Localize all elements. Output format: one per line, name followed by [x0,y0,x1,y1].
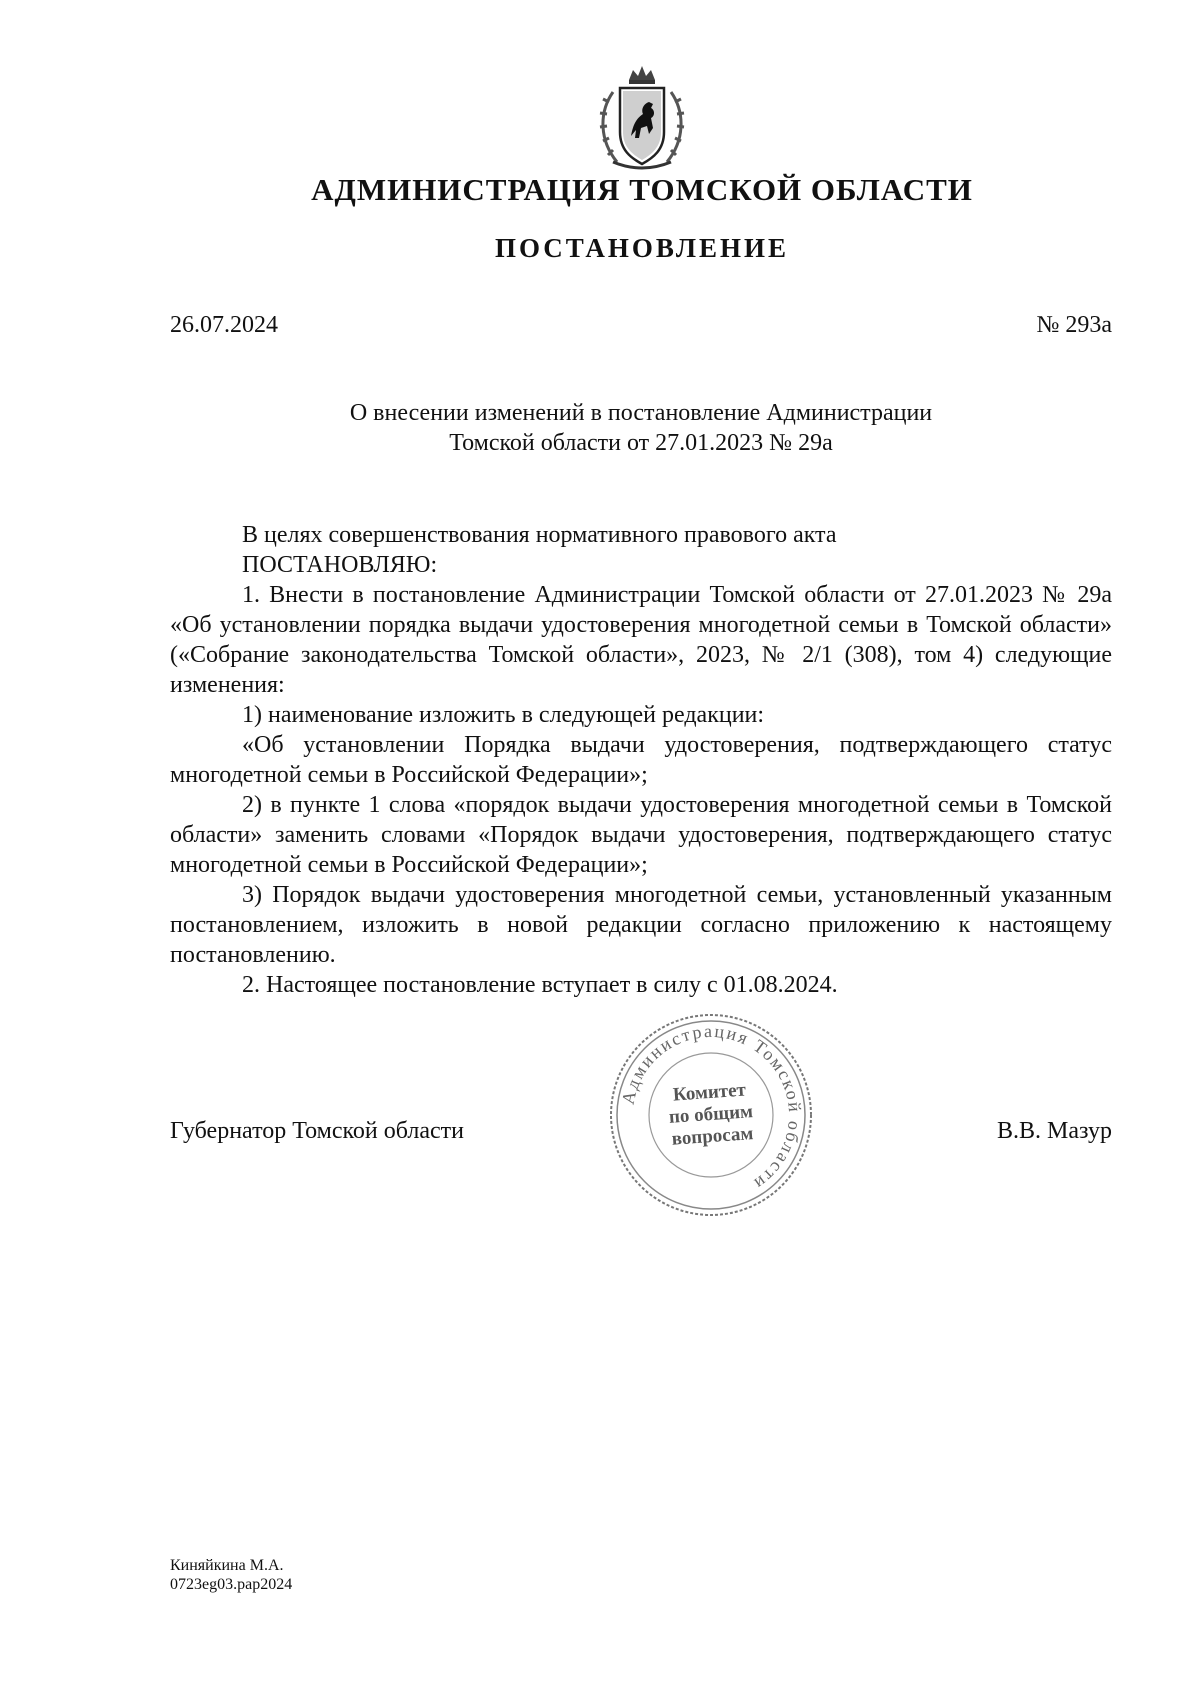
official-seal [608,1012,814,1218]
resolve-paragraph: ПОСТАНОВЛЯЮ: [242,552,438,578]
document-body [170,520,1112,1000]
file-reference: 0723eg03.pap2024 [170,1576,293,1593]
subject-line: Томской области от 27.01.2023 № 29а [449,430,833,456]
document-type-heading: ПОСТАНОВЛЕНИЕ [494,233,790,263]
item-1-3-paragraph: 3) Порядок выдачи удостоверения многодетной семьи, установленный указанным постановлением, изложить в новой редакции согласно приложению к настоящему постановлению. [170,882,1112,968]
subject-line: О внесении изменений в постановление Администрации [349,400,933,426]
seal-center-text [601,1005,821,1225]
signatory-name: В.В. Мазур [997,1118,1112,1144]
document-subject [170,398,1112,458]
executor-name: Киняйкина М.А. [170,1557,284,1574]
signatory-title: Губернатор Томской области [170,1118,464,1144]
seal-line: Комитет [672,1079,747,1106]
document-date: 26.07.2024 [170,312,278,338]
tomsk-coat-of-arms-icon [583,62,701,180]
seal-line: по общим [668,1101,754,1128]
organization-title: АДМИНИСТРАЦИЯ ТОМСКОЙ ОБЛАСТИ [311,172,973,207]
item-1-2-paragraph: 2) в пункте 1 слова «порядок выдачи удостоверения многодетной семьи в Томской области» заменить словами «Порядок выдачи удостоверения, подтверждающего статус многодетной семьи в Российской Федерации»; [170,792,1112,878]
seal-line: вопросам [670,1123,755,1150]
item-1-paragraph: 1. Внести в постановление Администрации Томской области от 27.01.2023 № 29а «Об установлении порядка выдачи удостоверения многодетной семьи в Томской области» («Собрание законодательства Томской области», 2023, № 2/1 (308), том 4) следующие изменения: [170,582,1112,698]
preamble-paragraph: В целях совершенствования нормативного правового акта [242,522,837,548]
seal-ring-text: Администрация Томской области [617,1020,806,1195]
executor-info [170,1556,292,1594]
item-2-paragraph: 2. Настоящее постановление вступает в силу с 01.08.2024. [242,972,838,998]
item-1-1-text-paragraph: «Об установлении Порядка выдачи удостоверения, подтверждающего статус многодетной семьи в Российской Федерации»; [170,732,1112,788]
document-number: № 293а [1036,312,1112,338]
item-1-1-paragraph: 1) наименование изложить в следующей редакции: [242,702,765,728]
